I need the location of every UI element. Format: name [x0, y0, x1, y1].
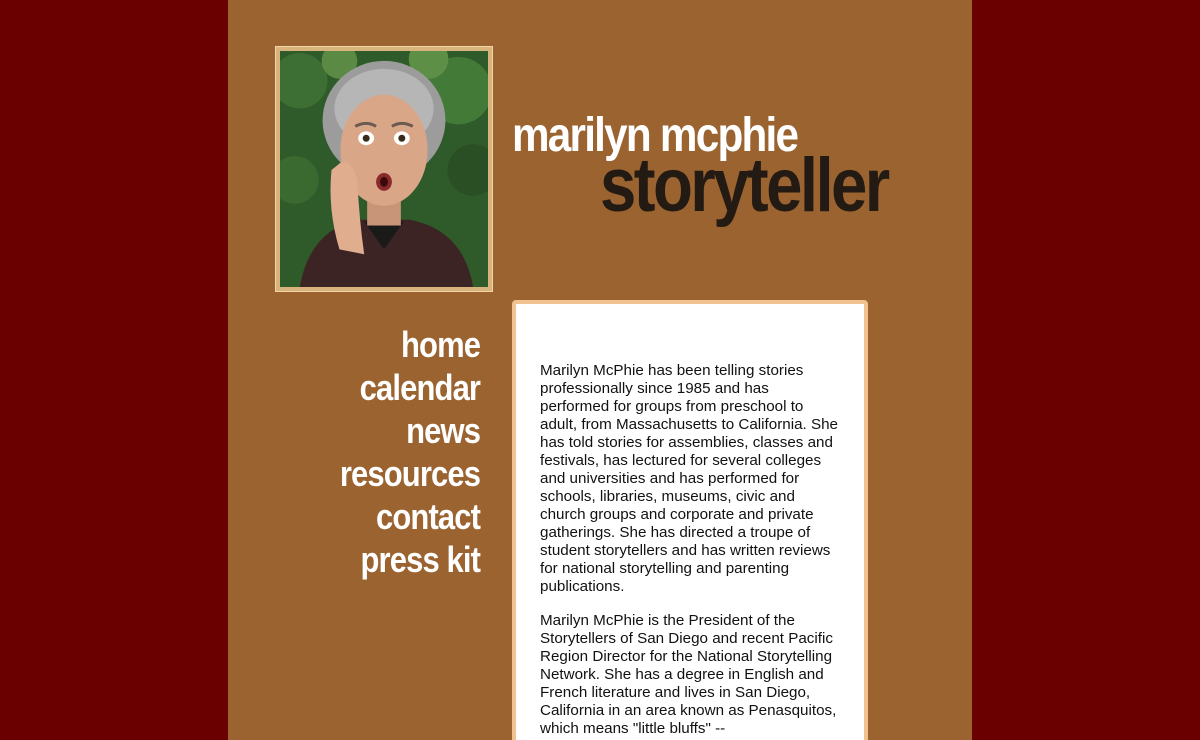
- portrait-photo: [280, 51, 488, 287]
- page-column: [228, 0, 972, 740]
- site-name: marilyn mcphie: [512, 109, 798, 162]
- bio-paragraph: Marilyn McPhie is the President of the Storytellers of San Diego and recent Pacific Region Director for the National Storytelling Network. She has a degree in English and French literature and lives in San Diego, California in an area known as Penasquitos, which means "little bluffs" --: [540, 612, 837, 737]
- nav-link-resources[interactable]: resources: [339, 453, 480, 494]
- bio-paragraph: Marilyn McPhie has been telling stories professionally since 1985 and has performed for groups from preschool to adult, from Massachusetts to California. She has told stories for assemblies, classes and festivals, has lectured for several colleges and universities and has performed for schools, libraries, museums, civic and church groups and corporate and private gatherings. She has directed a troupe of student storytellers and has written reviews for national storytelling and parenting publications.: [540, 362, 838, 595]
- nav-link-news[interactable]: news: [405, 410, 480, 451]
- nav-link-contact[interactable]: contact: [375, 496, 480, 537]
- site-tagline: storyteller: [600, 143, 888, 228]
- nav-link-calendar[interactable]: calendar: [359, 367, 480, 408]
- bio-panel: [512, 300, 868, 740]
- nav-link-press-kit[interactable]: press kit: [360, 539, 480, 580]
- portrait-frame: [275, 46, 493, 292]
- nav-link-home[interactable]: home: [400, 324, 480, 365]
- main-nav: [317, 323, 480, 581]
